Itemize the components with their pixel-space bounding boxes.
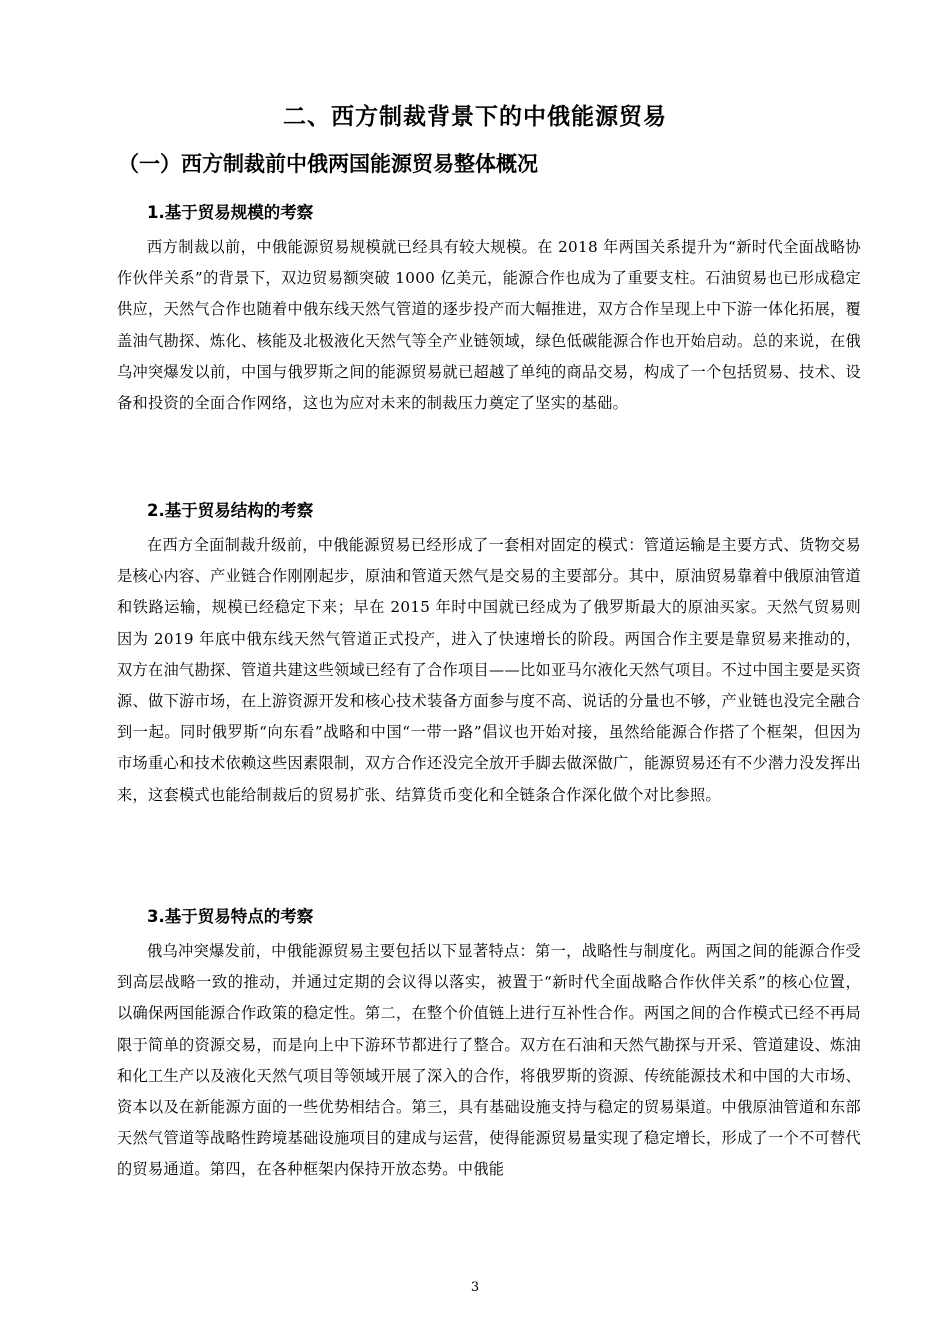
subsection-heading-structure: 2.基于贸易结构的考察 xyxy=(147,501,314,520)
paragraph-characteristics: 俄乌冲突爆发前，中俄能源贸易主要包括以下显著特点：第一，战略性与制度化。两国之间的能源合作受到高层战略一致的推动，并通过定期的会议得以落实，被置于“新时代全面战略合作伙伴关系”的核心位置，以确保两国能源合作政策的稳定性。第二，在整个价值链上进行互补性合作。两国之间的合作模式已经不再局限于简单的资源交易，而是向上中下游环节都进行了整合。双方在石油和天然气勘探与开采、管道建设、炼油和化工生产以及液化天然气项目等领域开展了深入的合作，将俄罗斯的资源、传统能源技术和中国的大市场、资本以及在新能源方面的一些优势相结合。第三，具有基础设施支持与稳定的贸易渠道。中俄原油管道和东部天然气管道等战略性跨境基础设施项目的建成与运营，使得能源贸易量实现了稳定增长，形成了一个不可替代的贸易通道。第四，在各种框架内保持开放态势。中俄能 xyxy=(117,942,861,1179)
subsection-heading-scale: 1.基于贸易规模的考察 xyxy=(147,203,314,222)
section-title: （一）西方制裁前中俄两国能源贸易整体概况 xyxy=(118,152,538,176)
page-number: 3 xyxy=(470,1280,480,1295)
paragraph-scale: 西方制裁以前，中俄能源贸易规模就已经具有较大规模。在 2018 年两国关系提升为“新时代全面战略协作伙伴关系”的背景下，双边贸易额突破 1000 亿美元，能源合作也成为了重要支柱。石油贸易也已形成稳定供应，天然气合作也随着中俄东线天然气管道的逐步投产而大幅推进，双方合作呈现上中下游一体化拓展，覆盖油气勘探、炼化、核能及北极液化天然气等全产业链领域，绿色低碳能源合作也开始启动。总的来说，在俄乌冲突爆发以前，中国与俄罗斯之间的能源贸易就已超越了单纯的商品交易，构成了一个包括贸易、技术、设备和投资的全面合作网络，这也为应对未来的制裁压力奠定了坚实的基础。 xyxy=(117,238,861,413)
subsection-heading-characteristics: 3.基于贸易特点的考察 xyxy=(147,907,314,926)
chapter-title: 二、西方制裁背景下的中俄能源贸易 xyxy=(283,104,667,130)
paragraph-structure: 在西方全面制裁升级前，中俄能源贸易已经形成了一套相对固定的模式：管道运输是主要方式、货物交易是核心内容、产业链合作刚刚起步，原油和管道天然气是交易的主要部分。其中，原油贸易靠着中俄原油管道和铁路运输，规模已经稳定下来；早在 2015 年时中国就已经成为了俄罗斯最大的原油买家。天然气贸易则因为 2019 年底中俄东线天然气管道正式投产，进入了快速增长的阶段。两国合作主要是靠贸易来推动的，双方在油气勘探、管道共建这些领域已经有了合作项目——比如亚马尔液化天然气项目。不过中国主要是买资源、做下游市场，在上游资源开发和核心技术装备方面参与度不高、说话的分量也不够，产业链也没完全融合到一起。同时俄罗斯“向东看”战略和中国“一带一路”倡议也开始对接，虽然给能源合作搭了个框架，但因为市场重心和技术依赖这些因素限制，双方合作还没完全放开手脚去做深做广，能源贸易还有不少潜力没发挥出来，这套模式也能给制裁后的贸易扩张、结算货币变化和全链条合作深化做个对比参照。 xyxy=(117,536,861,804)
